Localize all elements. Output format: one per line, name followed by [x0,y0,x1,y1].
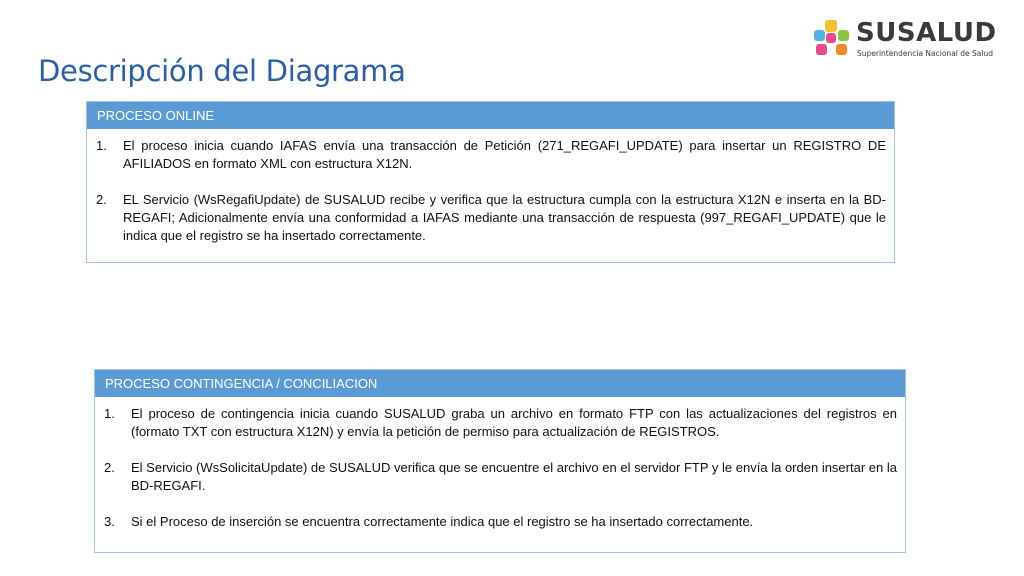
online-process-box [86,101,895,263]
list-item-text: Si el Proceso de inserción se encuentra correctamente indica que el registro se ha insertado correctamente. [131,514,754,529]
list-item [95,191,886,245]
page-title: Descripción del Diagrama [38,54,406,88]
list-item [103,513,897,531]
logo-mark-icon [812,18,852,58]
online-process-list [87,137,894,245]
list-item-number: 2. [104,460,115,475]
list-item-number: 3. [104,514,115,529]
list-item [103,405,897,441]
contingency-process-header: PROCESO CONTINGENCIA / CONCILIACION [95,370,905,397]
logo-wordmark: SUSALUD [856,18,997,48]
list-item [103,459,897,495]
logo-subtitle: Superintendencia Nacional de Salud [857,49,993,58]
list-item-number: 1. [104,406,115,421]
list-item [95,137,886,173]
list-item-text: EL Servicio (WsRegafiUpdate) de SUSALUD recibe y verifica que la estructura cumpla con la estructura X12N e inserta en la BD-REGAFI; Adicionalmente envía una conformidad a IAFAS mediante una transacción de respuesta (997_REGAFI_UPDATE) que le indica que el registro se ha insertado correctamente. [123,192,886,243]
susalud-logo [812,18,1002,62]
list-item-number: 1. [96,138,107,153]
contingency-process-box [94,369,906,553]
online-process-header: PROCESO ONLINE [87,102,894,129]
list-item-text: El Servicio (WsSolicitaUpdate) de SUSALUD verifica que se encuentre el archivo en el servidor FTP y le envía la orden insertar en la BD-REGAFI. [131,460,897,493]
list-item-text: El proceso inicia cuando IAFAS envía una transacción de Petición (271_REGAFI_UPDATE) para insertar un REGISTRO DE AFILIADOS en formato XML con estructura X12N. [123,138,886,171]
list-item-text: El proceso de contingencia inicia cuando SUSALUD graba un archivo en formato FTP con las actualizaciones del registros en (formato TXT con estructura X12N) y envía la petición de permiso para actualización de REGISTROS. [131,406,897,439]
contingency-process-list [95,405,905,531]
list-item-number: 2. [96,192,107,207]
